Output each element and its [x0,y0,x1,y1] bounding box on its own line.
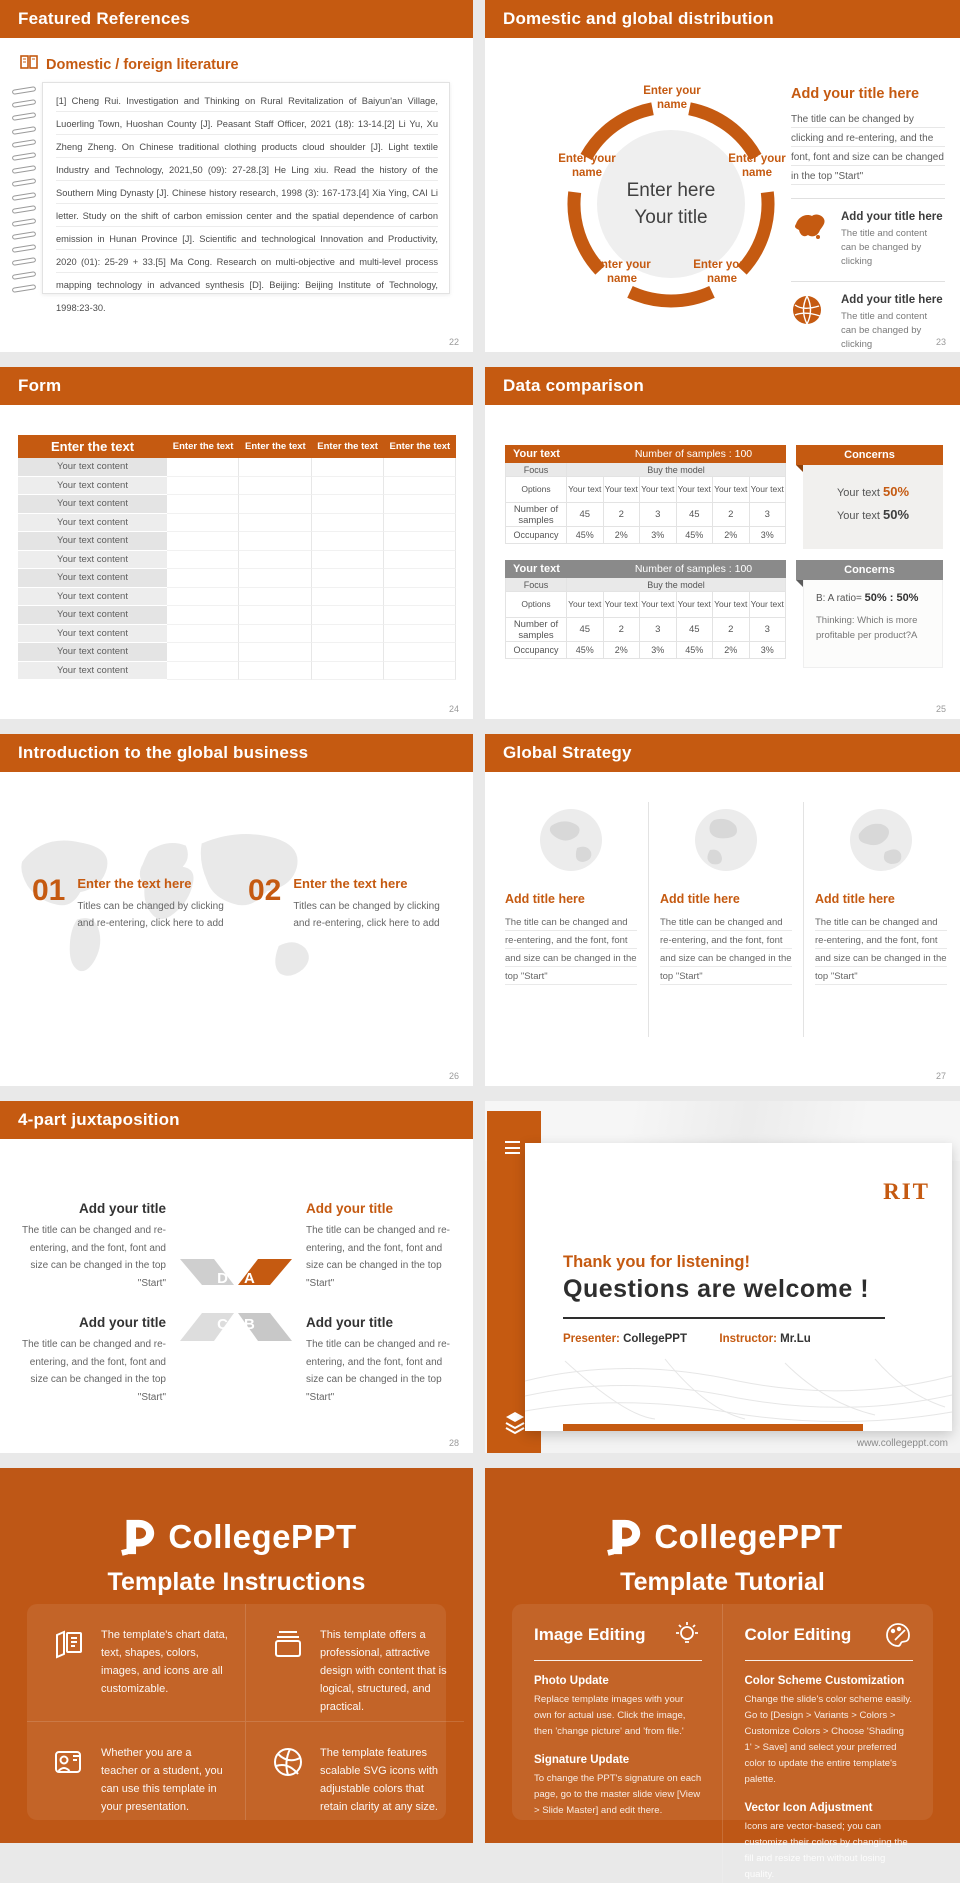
slide-preview-22[interactable] [0,0,473,352]
table-cell [384,551,456,570]
item-number: 02 [248,874,282,907]
spiral-binding [12,88,36,291]
tutorial-item-title: Color Scheme Customization [744,1675,905,1687]
reference-entry: [4] Xia Ying, CAI Li letter. Study on the shift of carbon emission center and the spatial dependence of carbon emission in Hunan Province [J]. Scientific and technological Innovation and Productivity, 2020 (01): 25-29 + 33. [56,188,438,267]
table-cell [384,477,456,496]
slide-title: Data comparison [485,367,960,405]
slide-title: Domestic and global distribution [485,0,960,38]
table-cell: 2% [713,527,750,544]
concerns-header: Concerns [796,445,943,465]
table-cell [312,662,384,681]
circle-node-top: Enter your name [643,85,701,111]
slide-preview-26[interactable] [0,734,473,1086]
comparison-table-2 [505,560,786,659]
table-cell: Your text content [18,514,167,533]
item-body: Titles can be changed by clicking and re-entering, click here to add [293,901,440,929]
table-cell [239,477,311,496]
row-label: Options [505,592,567,618]
table-row [18,495,456,514]
palette-icon [883,1620,913,1650]
chart-data-icon [51,1626,87,1662]
concern-text: Your text [836,510,884,522]
circle-node-bottom-right: Enter your name [693,259,751,285]
china-map-icon [791,211,831,246]
tutorial-item-body: Icons are vector-based; you can customize their colors by changing the fill and resize them without losing quality. [744,1821,908,1880]
globe-icon [791,294,831,331]
globe-graphic [537,806,605,874]
table-cell: 2% [604,527,641,544]
item-number: 01 [32,874,66,907]
table-cell: 3 [640,503,677,527]
tutorial-item-title: Photo Update [534,1675,609,1687]
focus-value: Buy the model [567,463,786,477]
collegeppt-logo-icon [602,1516,644,1558]
column-body: The title can be changed and re-entering, and the font, font and size can be changed in the top "Start" [660,914,792,986]
table-cell: Your text [567,592,604,618]
tutorial-item-body: Replace template images with your own for actual use. Click the image, then 'change picture' and 'from file.' [534,1694,686,1737]
instruction-card-3 [27,1722,246,1821]
table-cell [167,514,239,533]
table-cell: 45 [677,503,714,527]
page-number: 27 [935,1071,946,1081]
table-cell [239,643,311,662]
menu-icon [505,1141,520,1158]
table-cell: Your text content [18,588,167,607]
table-row [18,532,456,551]
instruction-card-1 [27,1604,246,1722]
circle-node-right: Enter your name [728,153,786,179]
right-column-title: Add your title here [791,86,920,102]
table-cell [239,588,311,607]
slide-preview-thanks[interactable] [485,1101,960,1453]
table-cell: Your text content [18,532,167,551]
item-title: Enter the text here [293,876,408,891]
slide-title: 4-part juxtaposition [0,1101,473,1139]
table-cell [312,606,384,625]
table-cell [384,532,456,551]
table-cell [167,606,239,625]
page-number: 28 [448,1438,459,1448]
brand-name: CollegePPT [168,1518,357,1555]
table-cell [167,458,239,477]
table-cell: 2 [713,503,750,527]
page-number: 24 [448,704,459,714]
quadrant-body: The title can be changed and re-entering, and the font, font and size can be changed in the top "Start" [306,1339,450,1403]
reference-entry: [1] Cheng Rui. Investigation and Thinking on Rural Revitalization of Baiyun'an Village, Luoerling Town, Huoshan County [J]. Peasant Staff Officer, 2021 (18): 13-14. [56,96,438,129]
instruction-text: This template offers a professional, attractive design with content that is logical, structured, and practical. [320,1629,447,1713]
table-cell [239,458,311,477]
form-table [18,435,456,680]
ratio-value: 50% : 50% [864,592,919,604]
table-cell [239,662,311,681]
quadrant-top-right [306,1201,458,1292]
table-cell [312,495,384,514]
table-cell: Your text [567,477,604,503]
table-cell: Your text content [18,477,167,496]
table-body [18,458,456,680]
column-body: The title can be changed and re-entering, and the font, font and size can be changed in the top "Start" [815,914,947,986]
quadrant-bottom-left [14,1315,166,1406]
table-cell [239,532,311,551]
presenter-label: Presenter: [563,1333,620,1345]
slide-preview-23[interactable] [485,0,960,352]
panel-title: Template Tutorial [620,1568,825,1596]
table-cell: Your text [640,592,677,618]
table-row [18,514,456,533]
website-link[interactable]: www.collegeppt.com [856,1438,948,1449]
row-label: Number of samples [505,503,567,527]
table-cell [384,606,456,625]
letter-c: C [217,1316,228,1333]
instruction-card-2 [246,1604,464,1722]
slide-preview-28[interactable] [0,1101,473,1453]
collegeppt-logo-icon [116,1516,158,1558]
item-title: Add your title here [841,211,943,223]
concern-text: Your text [836,487,884,499]
strategy-column-3 [815,806,947,986]
table-cell [312,551,384,570]
table-cell [167,588,239,607]
table-cell: Your text [677,477,714,503]
column-title: Add title here [815,892,895,906]
table-cell: 3% [750,642,787,659]
lightbulb-icon [672,1620,702,1650]
table-row [18,625,456,644]
reference-entry: [3] He Ling xiu. Read the history of the Southern Ming Dynasty [J]. Chinese history research, 1998 (3): 167-173. [56,165,439,198]
concerns-panel-1 [803,445,943,549]
x-ribbon-graphic [172,1253,300,1347]
slide-preview-25[interactable] [485,367,960,719]
instructor-label: Instructor: [719,1333,777,1345]
slide-title: Global Strategy [485,734,960,772]
letter-b: B [244,1316,255,1333]
table-cell [239,551,311,570]
table-cell [384,495,456,514]
table-cell: 45 [567,503,604,527]
tutorial-item-title: Signature Update [534,1754,630,1766]
instruction-text: Whether you are a teacher or a student, you can use this template in your presentation. [101,1746,223,1813]
table-row [18,477,456,496]
table-header-row [18,435,456,458]
table-row [18,458,456,477]
row-label: Options [505,477,567,503]
column-header: Enter the text [317,441,378,452]
table-cell [167,551,239,570]
column-header: Enter the text [389,441,451,452]
quadrant-body: The title can be changed and re-entering, and the font, font and size can be changed in the top "Start" [22,1225,166,1289]
table-row [18,662,456,681]
page-number: 26 [448,1071,459,1081]
table-cell [239,495,311,514]
section-title: Color Editing [744,1625,852,1644]
presenter-name: CollegePPT [623,1333,687,1345]
table-cell [312,477,384,496]
table-cell [312,532,384,551]
tutorial-item-title: Vector Icon Adjustment [744,1802,873,1814]
strategy-column-2 [660,806,792,986]
center-title-line2: Your title [634,207,708,228]
column-header: Enter the text [245,441,306,452]
tutorial-item-body: To change the PPT's signature on each page, go to the master slide view [View > Slide Master] and edit there. [534,1773,702,1816]
table-cell [167,532,239,551]
table-cell [312,643,384,662]
thanks-card [525,1143,952,1431]
numbered-item-1 [32,876,235,932]
table-cell: 3% [640,642,677,659]
quadrant-body: The title can be changed and re-entering, and the font, font and size can be changed in the top "Start" [22,1339,166,1403]
table-cell [167,662,239,681]
reference-entry: [5] Ma Cong. Research on multi-objective and multi-level process mapping technology in advanced synthesis [D]. Beijing: Beijing Institute of Technology, 1998:23-30. [56,257,438,313]
table-cell [167,495,239,514]
table-cell: Your text content [18,643,167,662]
item-body: The title and content can be changed by clicking [841,228,928,267]
slide-title: Featured References [0,0,473,38]
instruction-text: The template features scalable SVG icons with adjustable colors that retain clarity at any size. [320,1746,438,1813]
questions-line: Questions are welcome ! [563,1275,870,1303]
table-row [18,588,456,607]
table-cell [239,514,311,533]
item-title: Enter the text here [77,876,192,891]
quadrant-title: Add your title [79,1315,166,1330]
template-tutorial-panel [485,1468,960,1880]
instructor-name: Mr.Lu [780,1333,811,1345]
table-cell: 2 [604,503,641,527]
tutorial-section-image-editing [512,1604,723,1883]
brand-name: CollegePPT [654,1518,843,1555]
table-cell [384,458,456,477]
item-body: Titles can be changed by clicking and re-entering, click here to add [77,901,224,929]
quadrant-bottom-right [306,1315,458,1406]
item-title: Add your title here [841,294,943,306]
letter-d: D [217,1270,228,1287]
table-cell [167,643,239,662]
table-cell: Your text content [18,551,167,570]
table-row [18,551,456,570]
table-cell [167,625,239,644]
section-title: Domestic / foreign literature [46,57,239,73]
row-label: Number of samples [505,618,567,642]
accent-bar [563,1424,863,1431]
table-header-row [505,560,786,578]
page-number: 23 [935,337,946,347]
table-cell: 3% [640,527,677,544]
table-cell [167,477,239,496]
table-cell: 2 [713,618,750,642]
template-instructions-panel [0,1468,473,1843]
table-header-row [505,445,786,463]
focus-value: Buy the model [567,578,786,592]
strategy-column-1 [505,806,637,986]
table-row [18,606,456,625]
row-label: Occupancy [505,642,567,659]
table-cell: Your text content [18,569,167,588]
table-cell: 2% [604,642,641,659]
archive-box-icon [270,1626,306,1662]
table-cell: Your text content [18,606,167,625]
right-column-body: The title can be changed by clicking and re-entering, and the font, font and size can be changed in the top "Start" [791,110,945,186]
table-cell: Your text content [18,458,167,477]
slide-title: Form [0,367,473,405]
row-label: Focus [505,578,567,592]
thanks-line: Thank you for listening! [563,1253,751,1271]
column-header: Enter the text [50,439,135,454]
panel-title: Template Instructions [107,1568,366,1596]
vector-ball-icon [270,1744,306,1780]
tutorial-item-body: Change the slide's color scheme easily. Go to [Design > Variants > Colors > Customize Colors > Choose 'Shading 1' > Save] and select your preferred color to update the entire template's palette. [744,1694,912,1785]
page-number: 25 [935,704,946,714]
quadrant-title: Add your title [306,1201,393,1216]
table-cell [384,569,456,588]
table-cell: 45% [567,642,604,659]
column-title: Add title here [660,892,740,906]
item-body: The title and content can be changed by clicking [841,311,928,350]
numbered-item-2 [248,876,451,932]
quadrant-title: Add your title [79,1201,166,1216]
thinking-text: Thinking: Which is more profitable per product?A [816,615,918,641]
table-cell: 3 [640,618,677,642]
table-cell [312,458,384,477]
reference-entry: [2] Li Yu, Xu Zheng Zheng. On Chinese traditional clothing products cloud shoulder [J]. Light textile Industry and Technology, 2021,50 (09): 27-28. [56,119,438,175]
ratio-label: B: A ratio= [816,593,865,604]
table-cell [384,662,456,681]
table-cell: 3 [750,503,787,527]
table-cell: Your text content [18,625,167,644]
university-logo: RIT [883,1179,930,1204]
table-cell: Your text content [18,495,167,514]
samples-label: Number of samples : 100 [634,448,753,460]
table-cell: 3% [750,527,787,544]
teacher-icon [51,1744,87,1780]
quadrant-top-left [14,1201,166,1292]
table-cell: 45% [567,527,604,544]
table-cell [239,569,311,588]
samples-label: Number of samples : 100 [634,563,753,575]
comparison-table-1 [505,445,786,544]
globe-graphic [692,806,760,874]
table-cell [239,606,311,625]
table-name: Your text [513,563,560,575]
reference-list [56,90,439,313]
table-cell: 45 [677,618,714,642]
concern-value: 50% [883,507,910,522]
table-cell [312,625,384,644]
table-cell: Your text [750,477,787,503]
column-title: Add title here [505,892,585,906]
letter-a: A [244,1270,255,1287]
table-cell: Your text [713,592,750,618]
table-row [18,569,456,588]
globe-graphic [847,806,915,874]
table-cell [384,643,456,662]
slide-preview-27[interactable] [485,734,960,1086]
table-cell: Your text [604,592,641,618]
table-cell [384,588,456,607]
table-cell: 2% [713,642,750,659]
table-cell: 45 [567,618,604,642]
quadrant-body: The title can be changed and re-entering, and the font, font and size can be changed in the top "Start" [306,1225,450,1289]
row-label: Focus [505,463,567,477]
column-body: The title can be changed and re-entering, and the font, font and size can be changed in the top "Start" [505,914,637,986]
table-cell [312,569,384,588]
table-cell [312,588,384,607]
table-cell: Your text content [18,662,167,681]
table-cell [312,514,384,533]
table-row [18,643,456,662]
table-cell: Your text [604,477,641,503]
table-cell [384,625,456,644]
instruction-card-4 [246,1722,464,1821]
table-cell [167,569,239,588]
wireframe-mesh-graphic [525,1351,952,1421]
row-label: Occupancy [505,527,567,544]
table-cell: Your text [677,592,714,618]
table-cell: 45% [677,642,714,659]
quadrant-title: Add your title [306,1315,393,1330]
column-header: Enter the text [172,441,234,452]
table-cell: Your text [750,592,787,618]
instruction-text: The template's chart data, text, shapes, colors, images, and icons are all customizable. [101,1629,228,1695]
open-book-icon [20,55,38,75]
page-number: 22 [448,337,459,347]
underline [563,1317,885,1319]
table-cell: 3 [750,618,787,642]
slide-preview-24[interactable] [0,367,473,719]
tutorial-section-color-editing [723,1604,934,1883]
table-cell: 45% [677,527,714,544]
concerns-header: Concerns [796,560,943,580]
concern-value: 50% [883,484,910,499]
circle-node-left: Enter your name [558,153,616,179]
table-name: Your text [513,448,560,460]
table-cell [384,514,456,533]
table-cell: Your text [640,477,677,503]
circle-node-bottom-left: Enter your name [593,259,651,285]
table-cell [239,625,311,644]
slide-title: Introduction to the global business [0,734,473,772]
center-title-line1: Enter here [626,180,716,201]
section-title: Image Editing [534,1625,646,1644]
table-cell: Your text [713,477,750,503]
concerns-panel-2 [803,560,943,668]
table-cell: 2 [604,618,641,642]
